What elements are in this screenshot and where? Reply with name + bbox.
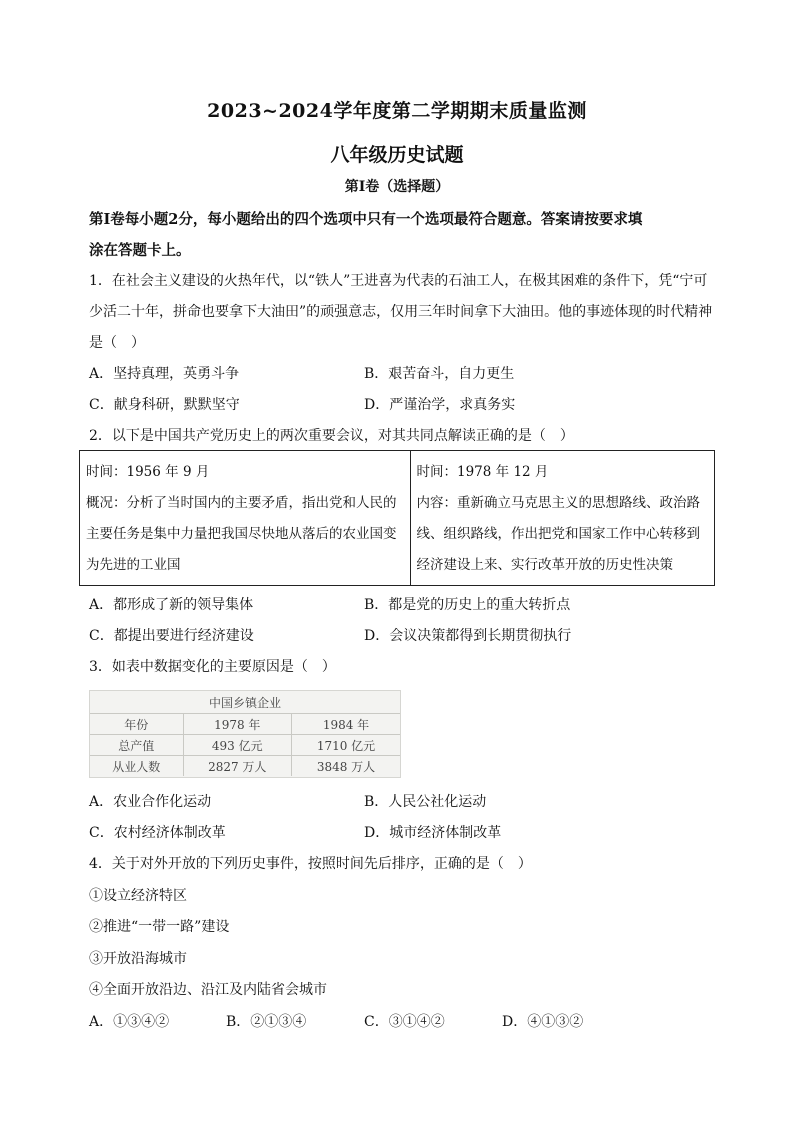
q3-data-table [90,691,400,776]
q3-table-cell: 总产值 [90,735,183,756]
q4-item-1: ①设立经济特区 [89,888,187,904]
q3-table-header-cell: 1978 年 [183,714,292,735]
q4-item-3: ③开放沿海城市 [89,951,187,967]
q3-data-table-image [89,690,401,778]
q3-table-cell: 493 亿元 [183,735,292,756]
q1-option-c[interactable]: C．献身科研，默默坚守 [89,397,240,413]
q4-item-4: ④全面开放沿边、沿江及内陆省会城市 [89,982,327,998]
exam-title: 2023~2024学年度第二学期期末质量监测 [207,100,587,122]
q2-meeting-table [79,450,715,586]
q4-option-a[interactable]: A．①③④② [89,1014,170,1030]
q2-stem: 2．以下是中国共产党历史上的两次重要会议，对其共同点解读正确的是（ ） [89,428,574,444]
q4-option-b[interactable]: B．②①③④ [226,1014,307,1030]
instructions-line-2: 涂在答题卡上。 [89,242,191,259]
q4-option-c[interactable]: C．③①④② [364,1014,445,1030]
q2-option-b[interactable]: B．都是党的历史上的重大转折点 [364,597,571,613]
q3-table-header-cell: 年份 [90,714,183,735]
q1-stem-line-2: 少活二十年，拼命也要拿下大油田”的顽强意志，仅用三年时间拿下大油田。他的事迹体现的时代精神 [89,304,713,320]
q3-table-cell: 3848 万人 [292,756,401,777]
q3-table-cell: 2827 万人 [183,756,292,777]
q2-left-cell [80,451,411,586]
q2-option-d[interactable]: D．会议决策都得到长期贯彻执行 [364,628,572,644]
q2-right-text: 内容：重新确立马克思主义的思想路线、政治路线、组织路线，作出把党和国家工作中心转移到经济建设上来、实行改革开放的历史性决策 [416,495,700,573]
exam-subtitle: 八年级历史试题 [330,144,464,166]
q2-right-cell [410,451,715,586]
q4-item-2: ②推进“一带一路”建设 [89,919,230,935]
q3-table-caption: 中国乡镇企业 [208,695,281,710]
q4-stem: 4．关于对外开放的下列历史事件，按照时间先后排序，正确的是（ ） [89,856,532,872]
q1-stem-line-3: 是（ ） [89,335,145,351]
q3-table-header-cell: 1984 年 [292,714,401,735]
q3-table-cell: 从业人数 [90,756,183,777]
q3-option-c[interactable]: C．农村经济体制改革 [89,825,226,841]
table-row [90,756,400,777]
q2-left-text: 概况：分析了当时国内的主要矛盾，指出党和人民的主要任务是集中力量把我国尽快地从落后的农业国变为先进的工业国 [86,495,397,573]
q2-option-a[interactable]: A．都形成了新的领导集体 [89,597,254,613]
q3-table-cell: 1710 亿元 [292,735,401,756]
q1-stem-line-1: 1．在社会主义建设的火热年代，以“铁人”王进喜为代表的石油工人，在极其困难的条件下，凭“宁可 [89,273,708,289]
q2-left-time: 时间：1956 年 9 月 [86,464,210,480]
section-heading: 第Ⅰ卷（选择题） [344,179,450,195]
q1-option-b[interactable]: B．艰苦奋斗，自力更生 [364,366,515,382]
instructions-line-1: 第Ⅰ卷每小题2分，每小题给出的四个选项中只有一个选项最符合题意。答案请按要求填 [89,211,643,228]
q3-option-a[interactable]: A．农业合作化运动 [89,794,212,810]
q1-option-d[interactable]: D．严谨治学，求真务实 [364,397,516,413]
q3-option-d[interactable]: D．城市经济体制改革 [364,825,502,841]
q4-option-d[interactable]: D．④①③② [502,1014,584,1030]
q2-option-c[interactable]: C．都提出要进行经济建设 [89,628,254,644]
q3-stem: 3．如表中数据变化的主要原因是（ ） [89,659,336,675]
q2-right-time: 时间：1978 年 12 月 [416,464,549,480]
table-row [90,735,400,756]
q1-option-a[interactable]: A．坚持真理，英勇斗争 [89,366,240,382]
q3-option-b[interactable]: B．人民公社化运动 [364,794,487,810]
